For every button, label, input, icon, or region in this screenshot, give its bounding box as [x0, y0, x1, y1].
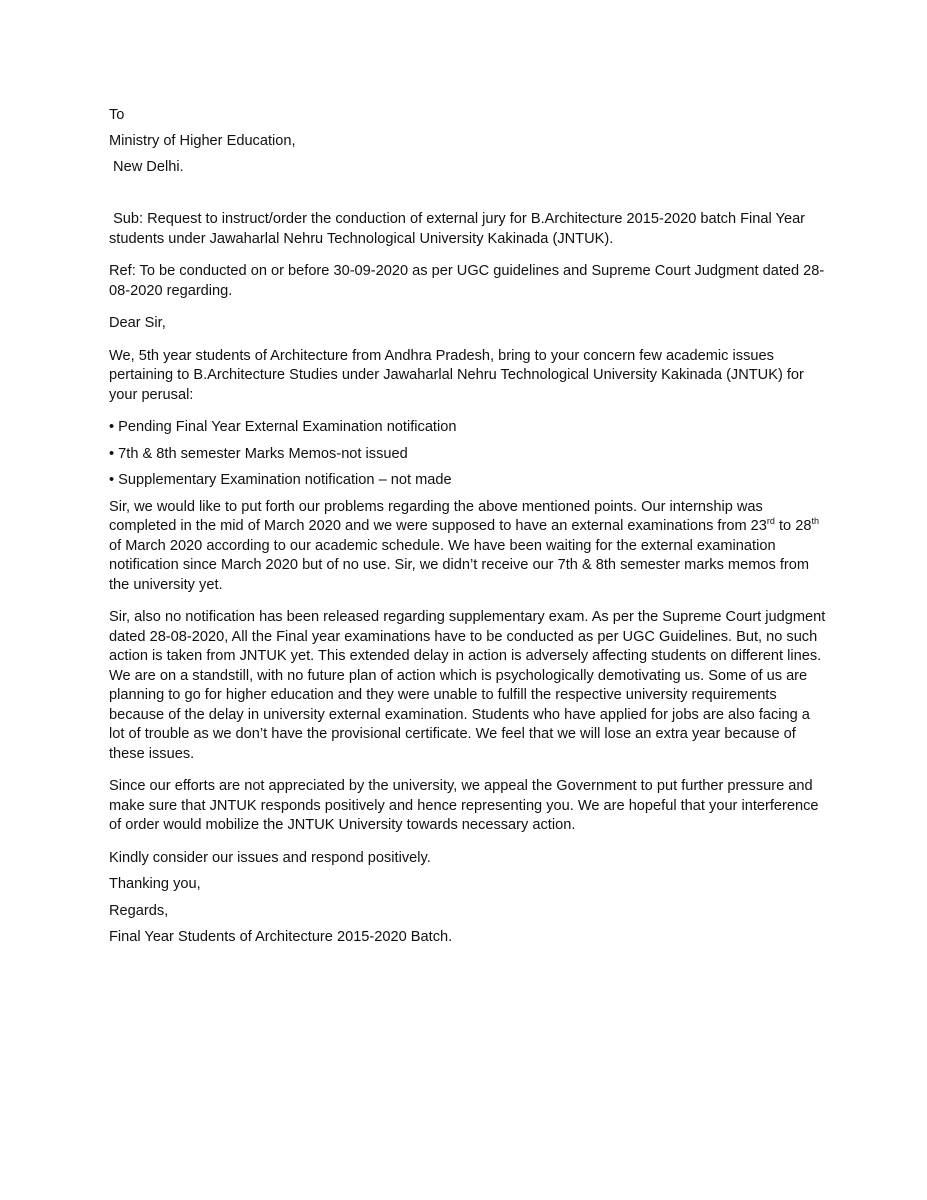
closing-request: Kindly consider our issues and respond positively.	[109, 849, 431, 866]
regards-line: Regards,	[109, 902, 169, 919]
paragraph-internship-part2: to 28	[774, 518, 812, 534]
paragraph-internship-part3: of March 2020 according to our academic schedule. We have been waiting for the external examination notification since March 2020 but of no use. Sir, we didn’t receive our 7th & 8th semester marks memos from the university yet.	[109, 537, 810, 593]
thanks-line: Thanking you,	[109, 876, 201, 892]
paragraph-internship	[109, 498, 829, 596]
bullet-item: • Pending Final Year External Examination notification	[109, 419, 457, 435]
superscript-rd: rd	[766, 516, 775, 527]
address-to: To	[109, 107, 125, 123]
paragraph-supplementary: Sir, also no notification has been released regarding supplementary exam. As per the Supreme Court judgment dated 28-08-2020, All the Final year examinations have to be conducted as per UGC Guidelines. But, no such action is taken from JNTUK yet. This extended delay in action is adversely affecting students on different lines. We are on a standstill, with no future plan of action which is psychologically demotivating us. Some of us are planning to go for higher education and they were unable to fulfill the respective university requirements because of the delay in university external examination. Students who have applied for jobs are also facing a lot of trouble as we don’t have the provisional certificate. We feel that we will lose an extra year because of these issues.	[109, 609, 826, 762]
salutation: Dear Sir,	[109, 315, 166, 331]
intro-paragraph: We, 5th year students of Architecture from Andhra Pradesh, bring to your concern few academic issues pertaining to B.Architecture Studies under Jawaharlal Nehru Technological University Kakinada (JNTUK) for your perusal:	[109, 347, 804, 403]
reference-line: Ref: To be conducted on or before 30-09-2020 as per UGC guidelines and Supreme Court Judgment dated 28-08-2020 regarding.	[109, 263, 825, 299]
subject-line: Sub: Request to instruct/order the conduction of external jury for B.Architecture 2015-2020 batch Final Year students under Jawaharlal Nehru Technological University Kakinada (JNTUK).	[109, 211, 810, 247]
paragraph-internship-part1: Sir, we would like to put forth our problems regarding the above mentioned points. Our internship was completed in the mid of March 2020 and we were supposed to have an external examinations from 23	[109, 498, 767, 534]
address-city: New Delhi.	[109, 159, 184, 175]
address-recipient: Ministry of Higher Education,	[109, 133, 296, 149]
paragraph-appeal: Since our efforts are not appreciated by the university, we appeal the Government to put further pressure and make sure that JNTUK responds positively and hence representing you. We are hopeful that your interference of order would mobilize the JNTUK University towards necessary action.	[109, 778, 819, 833]
signature-line: Final Year Students of Architecture 2015-2020 Batch.	[109, 929, 453, 945]
letter-body	[109, 106, 829, 955]
bullet-item: • 7th & 8th semester Marks Memos-not issued	[109, 445, 408, 462]
bullet-item: • Supplementary Examination notification – not made	[109, 472, 452, 488]
superscript-th: th	[811, 516, 819, 527]
